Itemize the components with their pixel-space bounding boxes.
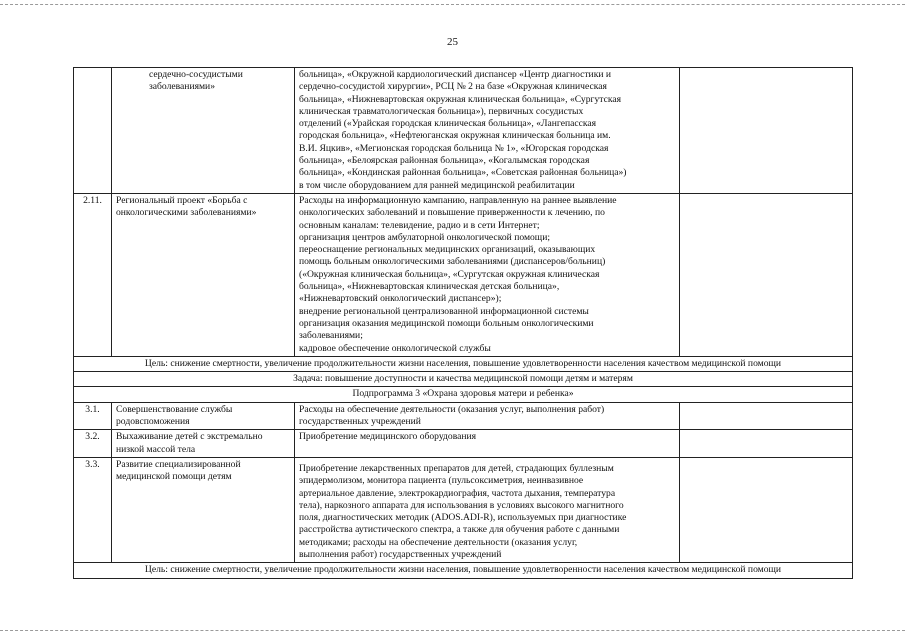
- table-row: [74, 430, 853, 458]
- row-number: [74, 68, 112, 194]
- text-line: онкологических заболеваний и повышение приверженности к лечению, по: [299, 207, 605, 219]
- row-number: 3.2.: [74, 430, 112, 458]
- text-line: помощь больным онкологическими заболеваниями (диспансеров/больниц): [299, 256, 606, 268]
- table-row: [74, 402, 853, 430]
- row-number: 3.1.: [74, 402, 112, 430]
- event-name: [112, 402, 295, 430]
- empty-cell: [680, 193, 853, 356]
- event-description: [295, 430, 680, 458]
- text-line: артериальное давление, электрокардиография, частота дыхания, температура: [299, 487, 616, 499]
- subprogram-title: Подпрограмма 3 «Охрана здоровья матери и ребенка»: [74, 387, 853, 402]
- empty-cell: [680, 402, 853, 430]
- text-line: организация центров амбулаторной онкологической помощи;: [299, 231, 550, 243]
- scan-edge-top: [0, 4, 905, 5]
- text-line: («Окружная клиническая больница», «Сургутская окружная клиническая: [299, 268, 600, 280]
- event-description: [295, 402, 680, 430]
- text-line: медицинской помощи детям: [116, 471, 232, 483]
- goal-text: Цель: снижение смертности, увеличение продолжительности жизни населения, повышение удовлетворенности населения качеством медицинской помощи: [74, 563, 853, 578]
- text-line: Выхаживание детей с экстремально: [116, 431, 263, 443]
- text-line: Совершенствование службы: [116, 403, 233, 415]
- text-line: государственных учреждений: [299, 416, 421, 428]
- table-row: [74, 457, 853, 562]
- text-line: кадровое обеспечение онкологической службы: [299, 342, 491, 354]
- scan-edge-bottom: [0, 630, 905, 631]
- goal-row: [74, 356, 853, 371]
- text-line: клиническая травматологическая больница»), первичных сосудистых: [299, 105, 584, 117]
- table-row: [74, 68, 853, 194]
- event-name: [112, 457, 295, 562]
- text-line: заболеваниями;: [299, 330, 363, 342]
- event-description: [295, 457, 680, 562]
- text-line: «Нижневартовский онкологический диспансер»);: [299, 293, 502, 305]
- text-line: больница», «Белоярская районная больница», «Когалымская городская: [299, 155, 590, 167]
- row-number: 3.3.: [74, 457, 112, 562]
- text-line: низкой массой тела: [116, 443, 196, 455]
- text-line: поля, диагностических методик (ADOS.ADI-R), используемых при диагностике: [299, 512, 627, 524]
- text-line: заболеваниями»: [149, 81, 215, 93]
- text-line: больница», «Окружной кардиологический диспансер «Центр диагностики и: [299, 69, 612, 80]
- text-line: Расходы на информационную кампанию, направленную на раннее выявление: [299, 194, 617, 206]
- text-line: в том числе оборудованием для ранней медицинской реабилитации: [299, 179, 575, 191]
- text-line: больница», «Нижневартовская окружная клиническая больница», «Сургутская: [299, 93, 622, 105]
- empty-cell: [680, 68, 853, 194]
- text-line: отделений («Урайская городская клиническая больница», «Лангепасская: [299, 118, 597, 130]
- subprogram-row: [74, 387, 853, 402]
- text-line: сердечно-сосудистыми: [149, 69, 243, 80]
- text-line: Приобретение медицинского оборудования: [299, 431, 477, 443]
- text-line: организация оказания медицинской помощи больным онкологическими: [299, 317, 594, 329]
- text-line: родовспоможения: [116, 416, 190, 428]
- text-line: переоснащение региональных медицинских организаций, оказывающих: [299, 244, 596, 256]
- program-table: [73, 67, 853, 579]
- text-line: сердечно-сосудистой хирургии», РСЦ № 2 на базе «Окружная клиническая: [299, 81, 607, 93]
- text-line: тела), наркозного аппарата для использования в условиях высокого магнитного: [299, 499, 624, 511]
- event-name: [112, 193, 295, 356]
- empty-cell: [680, 457, 853, 562]
- table-row: [74, 193, 853, 356]
- text-line: Расходы на обеспечение деятельности (оказания услуг, выполнения работ): [299, 403, 605, 415]
- text-line: основным каналам: телевидение, радио и в сети Интернет;: [299, 219, 540, 231]
- empty-cell: [680, 430, 853, 458]
- text-line: эпидермолизом, монитора пациента (пульсоксиметрия, неинвазивное: [299, 475, 584, 487]
- text-line: Приобретение лекарственных препаратов для детей, страдающих буллезным: [299, 462, 614, 474]
- row-number: 2.11.: [74, 193, 112, 356]
- goal-text: Цель: снижение смертности, увеличение продолжительности жизни населения, повышение удовлетворенности населения качеством медицинской помощи: [74, 356, 853, 371]
- text-line: методиками; расходы на обеспечение деятельности (оказания услуг,: [299, 536, 578, 548]
- event-name: [112, 430, 295, 458]
- page-number: 25: [447, 36, 458, 48]
- event-name: [112, 68, 295, 194]
- text-line: Региональный проект «Борьба с: [116, 194, 248, 206]
- text-line: внедрение региональной централизованной информационной системы: [299, 305, 589, 317]
- task-row: [74, 372, 853, 387]
- goal-row: [74, 563, 853, 578]
- task-text: Задача: повышение доступности и качества медицинской помощи детям и матерям: [74, 372, 853, 387]
- text-line: В.И. Яцкив», «Мегионская городская больница № 1», «Югорская городская: [299, 142, 609, 154]
- event-description: [295, 68, 680, 194]
- text-line: Развитие специализированной: [116, 458, 241, 470]
- text-line: городская больница», «Нефтеюганская окружная клиническая больница им.: [299, 130, 611, 142]
- event-description: [295, 193, 680, 356]
- text-line: больница», «Кондинская районная больница», «Советская районная больница»): [299, 167, 627, 179]
- text-line: больница», «Нижневартовская клиническая детская больница»,: [299, 281, 560, 293]
- text-line: выполнения работ) государственных учреждений: [299, 548, 502, 560]
- text-line: онкологическими заболеваниями»: [116, 207, 257, 219]
- text-line: расстройства аутистического спектра, а также для обучения работе с данными: [299, 524, 620, 536]
